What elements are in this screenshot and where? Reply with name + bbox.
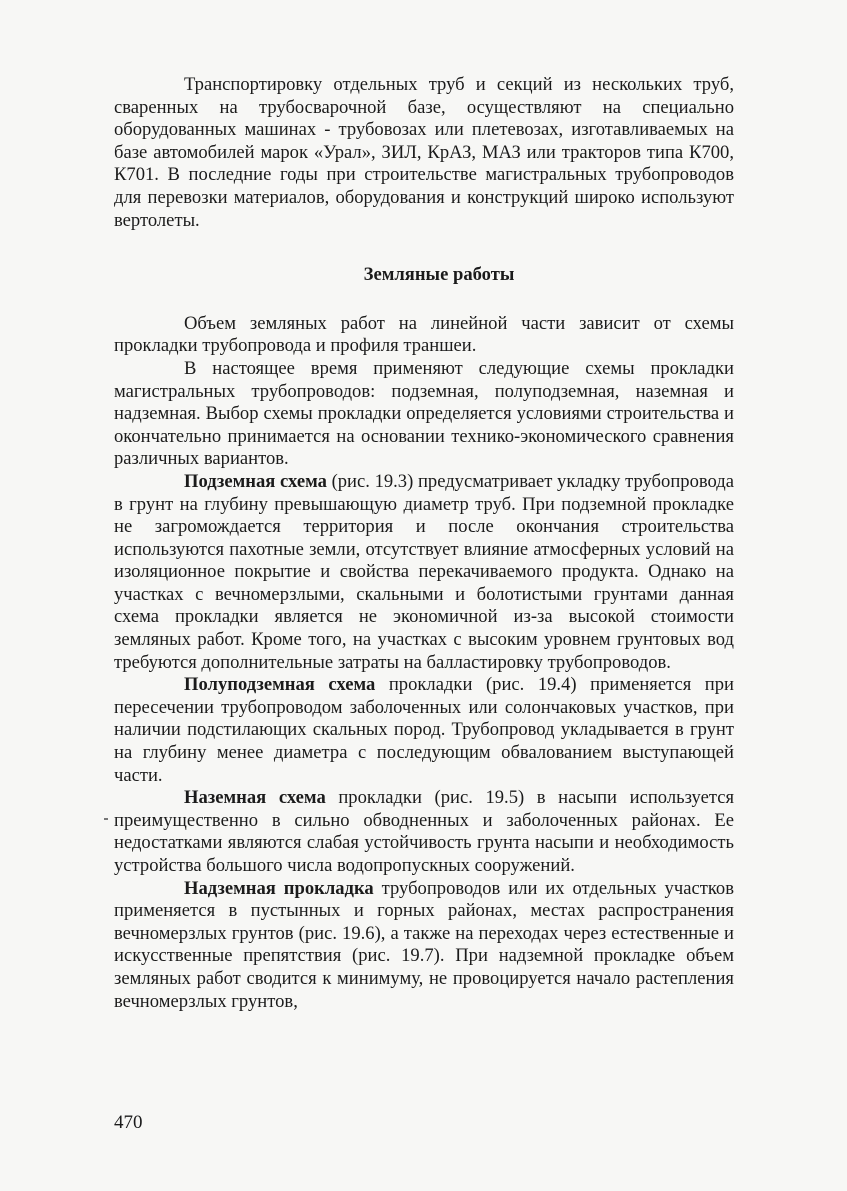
page-number: 470 (114, 1112, 143, 1133)
page-body (114, 74, 734, 1013)
term-ground-scheme: Наземная схема (184, 787, 326, 809)
paragraph-earthwork-volume: Объем земляных работ на линейной части зависит от схемы прокладки трубопровода и профиля траншеи. (114, 312, 734, 357)
paragraph-semi-underground-scheme (114, 674, 734, 787)
paragraph-underground-text: (рис. 19.3) предусматривает укладку трубопровода в грунт на глубину превышающую диаметр труб. При подземной прокладке не загромождается территория и после окончания строительства используются пахотные земли, отсутствует влияние атмосферных условий на изоляционное покрытие и свойства перекачиваемого продукта. Однако на участках с вечномерзлыми, скальными и болотистыми грунтами данная схема прокладки является не экономичной из-за высокой стоимости земляных работ. Кроме того, на участках с высоким уровнем грунтовых вод требуются дополнительные затраты на балластировку трубопроводов. (114, 470, 734, 673)
paragraph-laying-schemes: В настоящее время применяют следующие схемы прокладки магистральных трубопроводов: подземная, полуподземная, наземная и надземная. Выбор схемы прокладки определяется условиями строительства и окончательно принимается на основании технико-экономического сравнения различных вариантов. (114, 357, 734, 470)
paragraph-above-ground-laying (114, 878, 734, 1014)
section-title: Земляные работы (363, 264, 515, 286)
term-semi-underground-scheme: Полуподземная схема (184, 674, 376, 696)
term-above-ground-laying: Надземная прокладка (184, 877, 374, 899)
term-underground-scheme: Подземная схема (184, 470, 327, 492)
paragraph-above-ground-text: трубопроводов или их отдельных участков применяется в пустынных и горных районах, местах распространения вечномерзлых грунтов (рис. 19.6), а также на переходах через естественные и искусственные препятствия (рис. 19.7). При надземной прокладке объем земляных работ сводится к минимуму, не провоцируется начало растепления вечномерзлых грунтов, (114, 877, 734, 1012)
paragraph-ground-text: прокладки (рис. 19.5) в насыпи используется преимущественно в сильно обводненных и заболоченных районах. Ее недостатками являются слабая устойчивость грунта насыпи и необходимость устройства большого числа водопропускных сооружений. (114, 787, 734, 876)
margin-mark (104, 818, 108, 820)
paragraph-semi-underground-text: прокладки (рис. 19.4) применяется при пересечении трубопроводом заболоченных или солончаковых участков, при наличии подстилающих скальных пород. Трубопровод укладывается в грунт на глубину менее диаметра с последующим обвалованием выступающей части. (114, 674, 734, 786)
intro-paragraph: Транспортировку отдельных труб и секций из нескольких труб, сваренных на трубосварочной базе, осуществляют на специально оборудованных машинах - трубовозах или плетевозах, изготавливаемых на базе автомобилей марок «Урал», ЗИЛ, КрАЗ, МАЗ или тракторов типа К700, К701. В последние годы при строительстве магистральных трубопроводов для перевозки материалов, оборудования и конструкций широко используют вертолеты. (114, 74, 734, 231)
paragraph-underground-scheme (114, 471, 734, 674)
paragraph-ground-scheme (114, 787, 734, 877)
